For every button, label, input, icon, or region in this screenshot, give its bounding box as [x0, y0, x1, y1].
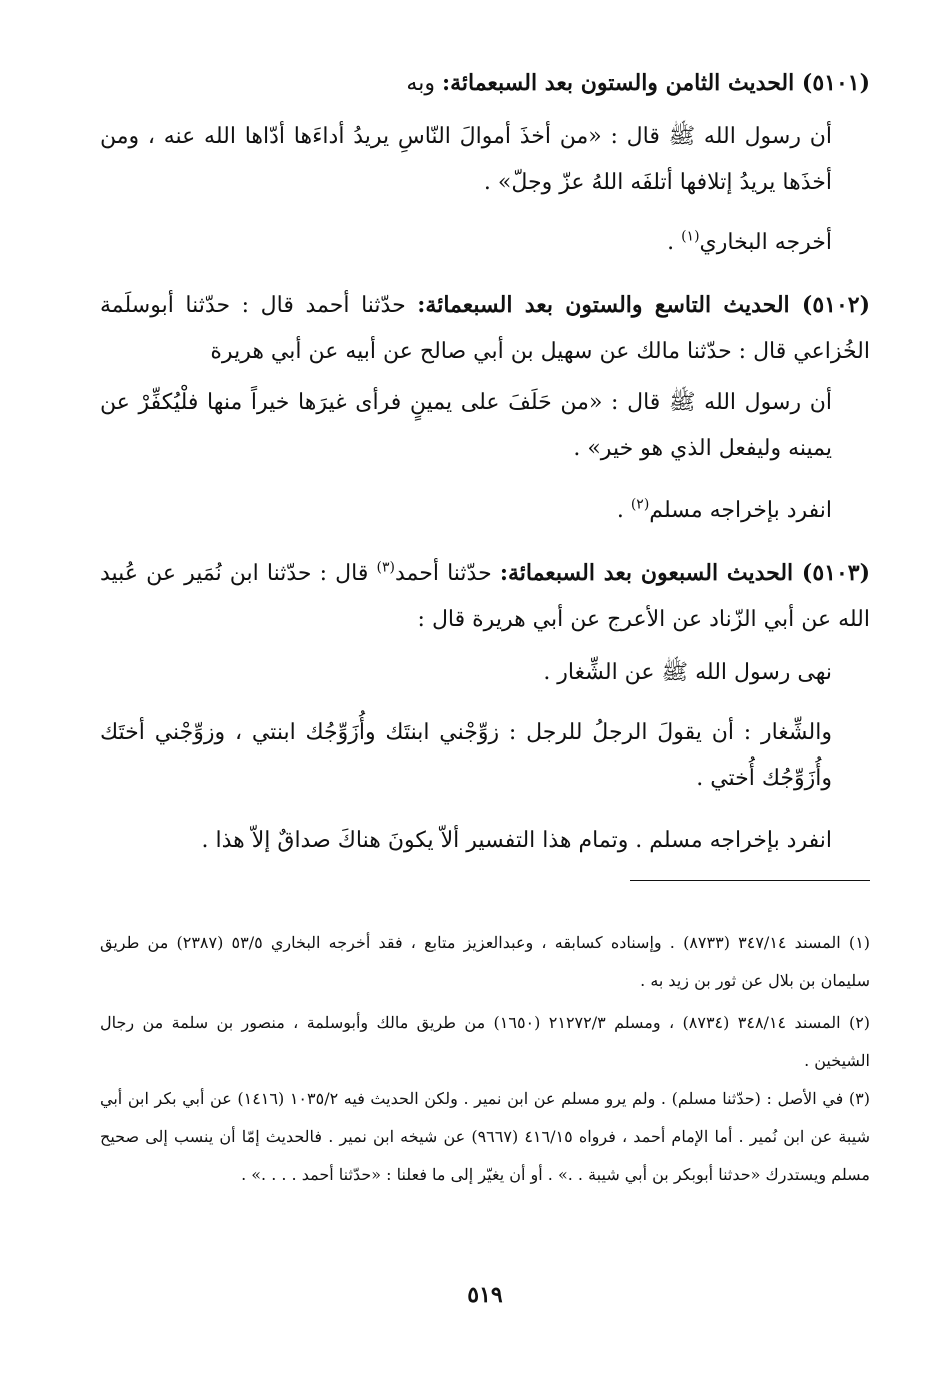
hadith-5103-takhrij: انفرد بإخراجه مسلم . وتمام هذا التفسير ألاّ يكونَ هناكَ صداقٌ إلاّ هذا . [201, 828, 832, 853]
hadith-title: (٥١٠٣) الحديث السبعون بعد السبعمائة: [499, 560, 871, 586]
hadith-5102-takhrij [100, 488, 870, 534]
document-page [100, 60, 870, 1350]
hadith-5101-takhrij [100, 220, 870, 266]
hadith-isnad-cont: قال : حدّثنا ابن نُمَير عن عُبيد الله عن أبي الزّناد عن الأعرج عن أبي هريرة قال : [100, 561, 870, 632]
takhrij-end: . [667, 230, 682, 255]
hadith-5101-matn: أن رسول الله ﷺ قال : «من أخذَ أموالَ النّاسِ يريدُ أداءَها أدّاها الله عنه ، ومن أخذَها يريدُ إتلافها أتلفَه اللهُ عزّ وجلّ» . [100, 124, 832, 195]
page-number: ٥١٩ [467, 1282, 503, 1308]
hadith-title: (٥١٠١) الحديث الثامن والستون بعد السبعمائة: [441, 70, 870, 96]
hadith-isnad: حدّثنا أحمد قال : حدّثنا أبوسلَمة الخُزاعي قال : حدّثنا مالك عن سهيل بن أبي صالح عن أبيه عن أبي هريرة [100, 293, 870, 364]
hadith-isnad: حدّثنا أحمد [394, 561, 500, 586]
takhrij-text: انفرد بإخراجه مسلم [649, 498, 832, 523]
hadith-5103-tafsir: والشِّغار : أن يقولَ الرجلُ للرجل : زوِّجْني ابنتَك وأُزَوِّجُك ابنتي ، وزوِّجْني أختَك وأُزَوِّجُك أُختي . [100, 720, 832, 791]
footnote-ref: (١) [681, 228, 700, 245]
footnote-1: (١) المسند ٣٤٧/١٤ (٨٧٣٣) . وإسناده كسابقه ، وعبدالعزيز متابع ، فقد أخرجه البخاري ٥٣/٥ (٢٣٨٧) من طريق سليمان بن بلال عن ثور بن زيد به . [100, 933, 871, 990]
hadith-5103-matn: نهى رسول الله ﷺ عن الشِّغار . [543, 660, 832, 685]
hadith-5102-matn: أن رسول الله ﷺ قال : «من حَلَفَ على يمينٍ فرأى غيرَها خيراً منها فلْيُكفِّرْ عن يمينه وليفعل الذي هو خير» . [100, 390, 832, 461]
hadith-5102-heading [100, 282, 870, 375]
hadith-text: وبه [406, 71, 442, 96]
footnote-divider [630, 880, 870, 881]
hadith-title: (٥١٠٢) الحديث التاسع والستون بعد السبعمائة: [417, 292, 871, 318]
footnote-ref: (٢) [630, 496, 650, 513]
takhrij-end: . [616, 498, 631, 523]
takhrij-text: أخرجه البخاري [699, 230, 832, 255]
footnote-2: (٢) المسند ٣٤٨/١٤ (٨٧٣٤) ، ومسلم ٢١٢٧٢/٣ (١٦٥٠) من طريق مالك وأبوسلمة ، منصور بن سلمة من رجال الشيخين . [100, 1013, 871, 1070]
hadith-5103-heading [100, 550, 870, 643]
footnote-3: (٣) في الأصل : (حدّثنا مسلم) . ولم يرو مسلم عن ابن نمير . ولكن الحديث فيه ١٠٣٥/٢ (١٤١٦) عن أبي بكر ابن أبي شيبة عن ابن نُمير . أما الإمام أحمد ، فرواه ٤١٦/١٥ (٩٦٦٧) عن شيخه ابن نمير . فالحديث إمّا أن ينسب إلى صحيح مسلم ويستدرك «حدثنا أبوبكر بن أبي شيبة . .» . أو أن يغيّر إلى ما فعلنا : «حدّثنا أحمد . . . .» . [100, 1089, 871, 1184]
footnote-ref: (٣) [376, 559, 395, 576]
hadith-5101-heading [100, 60, 870, 107]
